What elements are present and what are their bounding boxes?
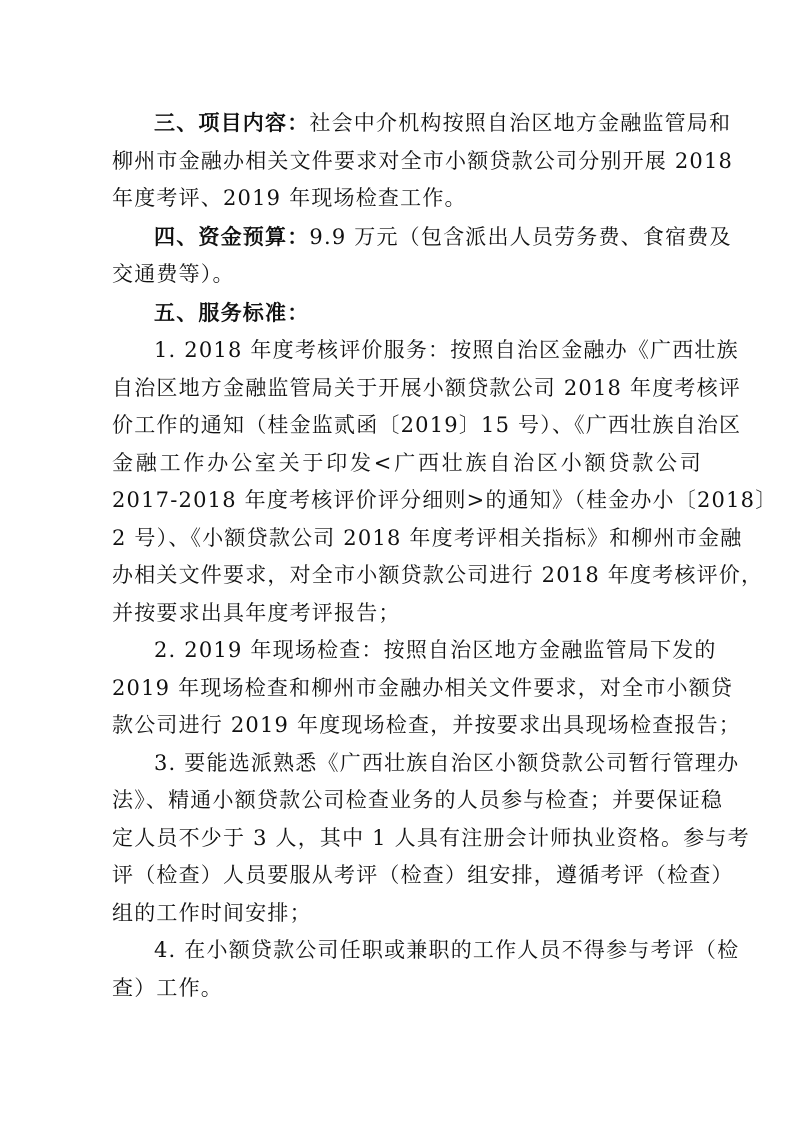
list-item-3 (112, 745, 750, 933)
list-item-1 (112, 332, 778, 632)
section-heading-project-content: 三、项目内容： (154, 110, 310, 135)
paragraph-line: 交通费等）。 (112, 262, 235, 286)
paragraph-line: 评（检查）人员要服从考评（检查）组安排，遵循考评（检查） (112, 863, 734, 887)
paragraph-line: 柳州市金融办相关文件要求对全市小额贷款公司分别开展 2018 (112, 148, 734, 173)
paragraph-line: 金融工作办公室关于印发<广西壮族自治区小额贷款公司 (112, 450, 702, 475)
list-item-2 (112, 632, 741, 745)
paragraph-line: 2. 2019 年现场检查：按照自治区地方金融监管局下发的 (154, 638, 717, 662)
paragraph-line (112, 218, 732, 257)
section-heading-budget: 四、资金预算： (154, 223, 310, 249)
paragraph-line: 2017-2018 年度考核评价评分细则>的通知》（桂金办小〔2018〕 (112, 488, 778, 512)
section-service-standard (112, 294, 702, 333)
paragraph-line: 办相关文件要求，对全市小额贷款公司进行 2018 年度考核评价， (112, 563, 764, 587)
document-body (112, 104, 778, 1007)
section-project-content (112, 104, 734, 218)
paragraph-line (112, 294, 702, 333)
paragraph-line: 并按要求出具年度考评报告； (112, 600, 401, 625)
paragraph-line: 查）工作。 (112, 975, 223, 1000)
section-heading-service-standard: 五、服务标准： (154, 299, 310, 325)
paragraph-line: 法》、精通小额贷款公司检查业务的人员参与检查；并要保证稳 (112, 788, 724, 812)
paragraph-line: 年度考评、2019 年现场检查工作。 (112, 186, 467, 210)
paragraph-line: 1. 2018 年度考核评价服务：按照自治区金融办《广西壮族 (154, 338, 739, 362)
paragraph-line: 3. 要能选派熟悉《广西壮族自治区小额贷款公司暂行管理办 (154, 750, 740, 775)
paragraph-line: 定人员不少于 3 人，其中 1 人具有注册会计师执业资格。参与考 (112, 825, 750, 850)
paragraph-line: 款公司进行 2019 年度现场检查，并按要求出具现场检查报告； (112, 713, 741, 737)
paragraph-line: 自治区地方金融监管局关于开展小额贷款公司 2018 年度考核评 (112, 375, 741, 400)
paragraph-line: 2019 年现场检查和柳州市金融办相关文件要求，对全市小额贷 (112, 675, 734, 700)
paragraph-line (112, 104, 732, 143)
paragraph-text: 社会中介机构按照自治区地方金融监管局和 (309, 111, 732, 135)
paragraph-line: 价工作的通知（桂金监贰函〔2019〕15 号）、《广西壮族自治区 (112, 413, 742, 437)
paragraph-line: 2 号）、《小额贷款公司 2018 年度考评相关指标》和柳州市金融 (112, 525, 743, 550)
list-item-4 (112, 932, 740, 1007)
paragraph-line: 4. 在小额贷款公司任职或兼职的工作人员不得参与考评（检 (154, 938, 740, 962)
section-budget (112, 218, 732, 294)
paragraph-line: 组的工作时间安排； (112, 900, 312, 925)
paragraph-text: 9.9 万元（包含派出人员劳务费、食宿费及 (309, 224, 732, 249)
